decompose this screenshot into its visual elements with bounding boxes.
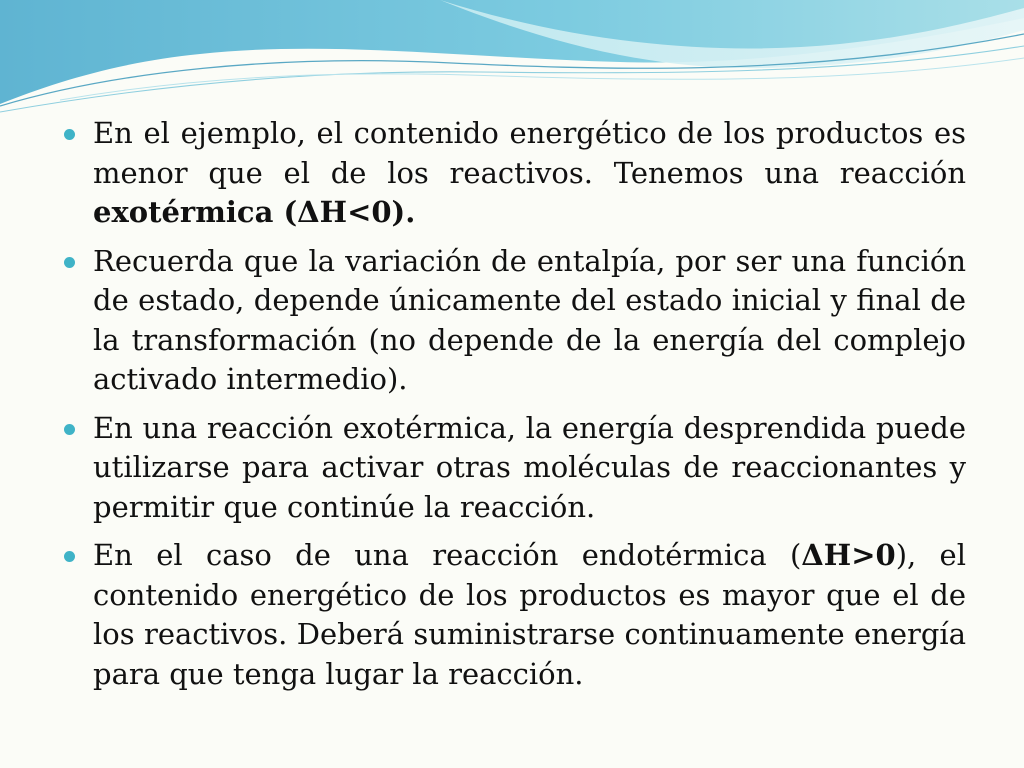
bullet-dot-icon [64,257,75,268]
bullet-dot-icon [64,129,75,140]
bullet-text: Recuerda que la variación de entalpía, por ser una función de estado, depende únicamente del estado inicial y final de la transformación (no depende de la energía del complejo activado intermedio). [93,243,966,396]
bullet-item-3 [62,409,966,528]
bullet-text: En el ejemplo, el contenido energético de los productos es menor que el de los reactivos. Tenemos una reacción [93,116,966,190]
bullet-text: ), el contenido energético de los productos es mayor que el de los reactivos. Deberá suministrarse continuamente energía para que tenga lugar la reacción. [93,538,966,691]
wave-line-3 [60,58,1024,100]
bullet-dot-icon [64,551,75,562]
bullet-text: En una reacción exotérmica, la energía desprendida puede utilizarse para activar otras moléculas de reaccionantes y permitir que continúe la reacción. [93,410,966,524]
bullet-bold-text: ΔH>0 [801,538,896,572]
bullet-list [62,114,966,703]
bullet-item-4 [62,536,966,694]
bullet-item-2 [62,242,966,400]
bullet-text: En el caso de una reacción endotérmica ( [93,538,802,572]
bullet-bold-text: exotérmica (ΔH<0). [93,195,416,229]
bullet-item-1 [62,114,966,233]
bullet-dot-icon [64,424,75,435]
